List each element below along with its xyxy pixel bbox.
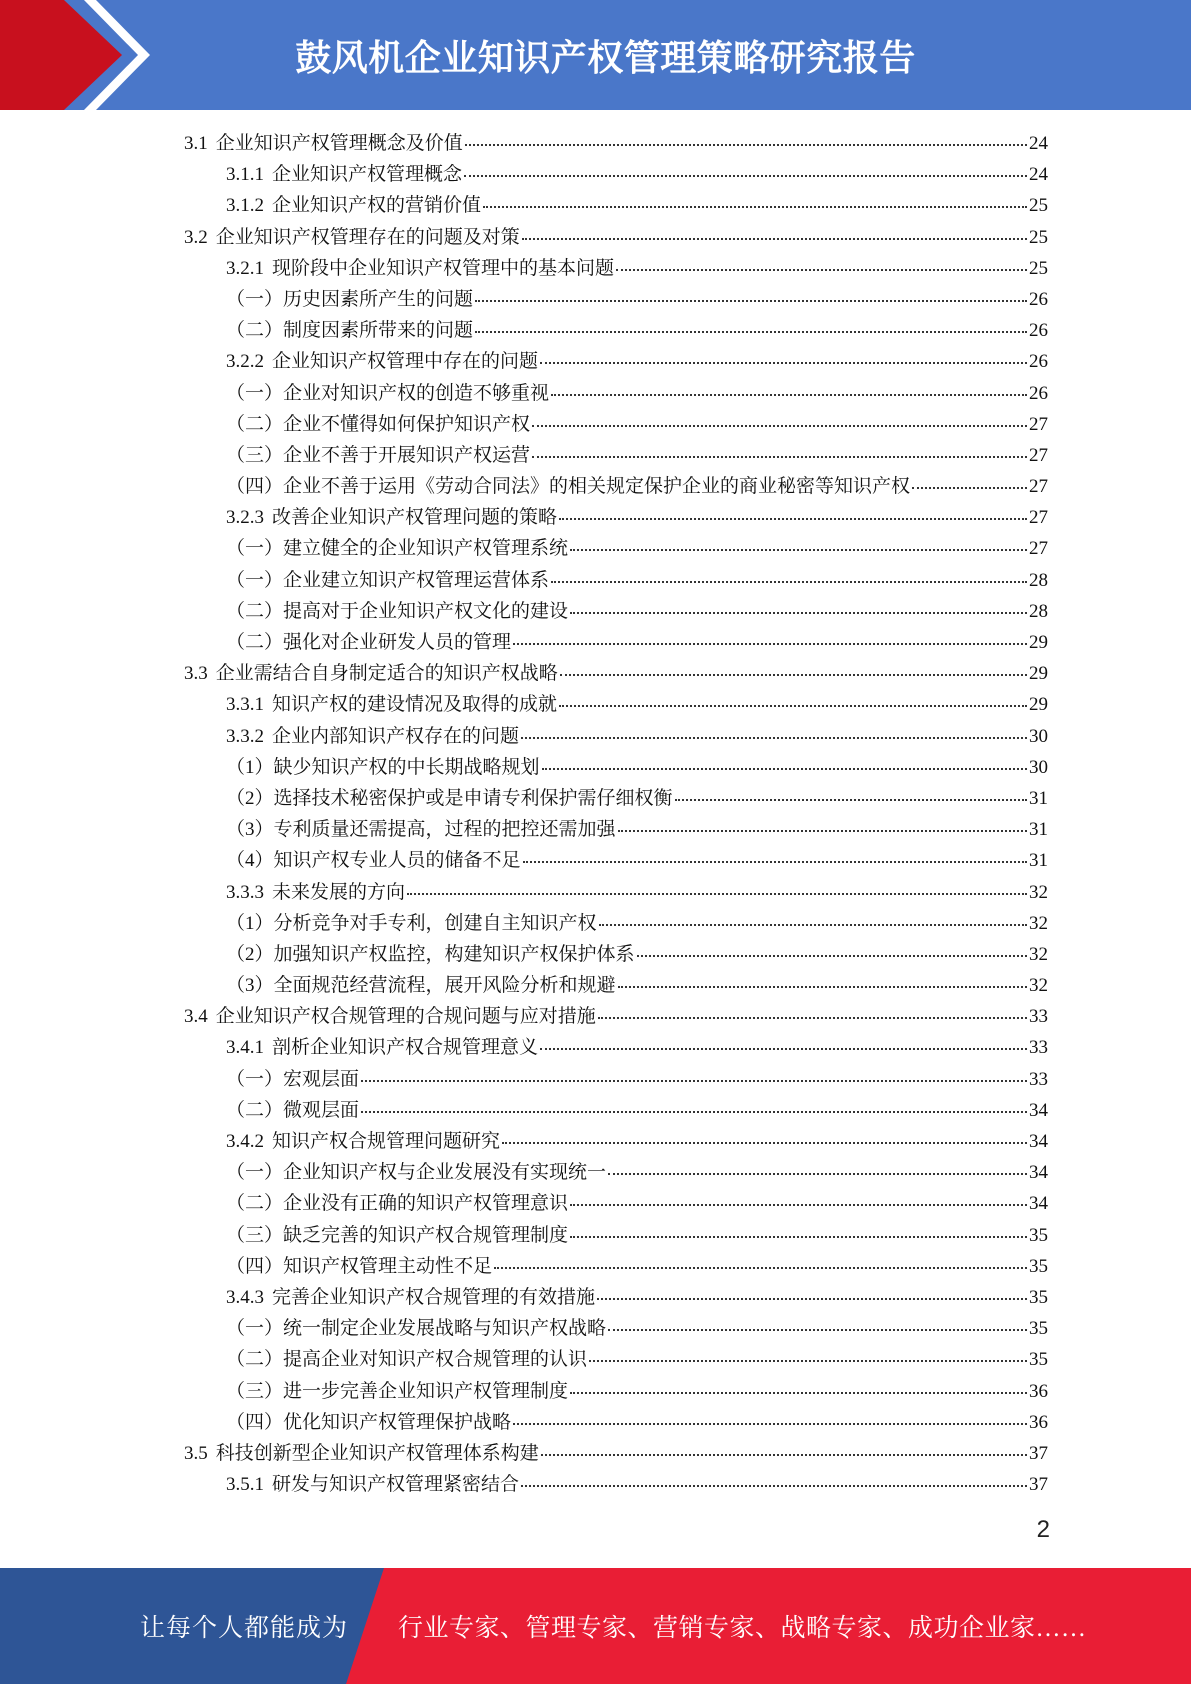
dot-leader (597, 1298, 1027, 1300)
toc-entry-title (226, 1032, 538, 1059)
toc-entry[interactable] (184, 1376, 1048, 1407)
toc-entry-title (226, 315, 473, 342)
toc-entry-label: 企业知识产权管理存在的问题及对策 (215, 226, 520, 248)
toc-entry-title (226, 752, 540, 779)
toc-entry-title (226, 596, 568, 623)
toc-entry-number: 3.2 (184, 226, 208, 248)
toc-entry-label: 未来发展的方向 (272, 881, 406, 903)
toc-entry-label: （3）全面规范经营流程，展开风险分析和规避 (226, 975, 616, 997)
dot-leader (513, 1423, 1027, 1425)
toc-entry-title (226, 970, 616, 997)
toc-entry-label: （二）提高对于企业知识产权文化的建设 (226, 600, 569, 622)
toc-entry-page: 34 (1029, 1131, 1048, 1152)
dot-leader (551, 581, 1027, 583)
dot-leader (540, 362, 1027, 364)
dot-leader (598, 1017, 1027, 1019)
toc-entry-label: （一）企业对知识产权的创造不够重视 (226, 382, 550, 404)
toc-entry-page: 31 (1029, 819, 1048, 841)
toc-entry[interactable] (184, 752, 1048, 783)
toc-entry[interactable] (184, 689, 1048, 720)
toc-entry-title (226, 1407, 511, 1434)
toc-entry-title (226, 1344, 587, 1371)
toc-entry-page: 24 (1029, 164, 1048, 186)
toc-entry-label: （二）企业没有正确的知识产权管理意识 (226, 1193, 569, 1215)
footer-banner (0, 1568, 1191, 1684)
toc-entry-page: 29 (1029, 663, 1048, 685)
toc-entry-label: 知识产权的建设情况及取得的成就 (272, 694, 558, 716)
dot-leader (483, 206, 1027, 208)
toc-entry-label: 企业知识产权管理概念及价值 (215, 133, 463, 154)
toc-entry-page: 26 (1029, 382, 1048, 404)
toc-entry-page: 26 (1029, 288, 1048, 310)
dot-leader (570, 549, 1027, 551)
toc-entry-title (226, 939, 635, 966)
toc-entry-title (226, 877, 405, 904)
toc-entry-label: （1）缺少知识产权的中长期战略规划 (226, 756, 540, 778)
toc-entry[interactable] (184, 128, 1048, 159)
toc-entry-label: 企业知识产权合规管理的合规问题与应对措施 (215, 1006, 596, 1028)
toc-entry-page: 32 (1029, 975, 1048, 997)
page-number: 2 (1036, 1516, 1050, 1543)
toc-entry-label: （二）微观层面 (226, 1099, 360, 1121)
toc-entry-label: （一）历史因素所产生的问题 (226, 288, 474, 310)
toc-entry[interactable] (184, 1251, 1048, 1282)
toc-entry[interactable] (184, 908, 1048, 939)
toc-entry-label: 改善企业知识产权管理问题的策略 (272, 507, 558, 529)
toc-entry-title (226, 721, 519, 748)
toc-entry-title (226, 409, 530, 436)
dot-leader (560, 674, 1027, 676)
toc-entry-number: 3.1.1 (226, 164, 264, 186)
toc-entry[interactable] (184, 440, 1048, 471)
toc-entry-label: （二）强化对企业研发人员的管理 (226, 632, 512, 653)
dot-leader (616, 269, 1027, 271)
toc-entry-number: 3.4.2 (226, 1131, 264, 1152)
footer-slogan-right: 行业专家、管理专家、营销专家、战略专家、成功企业家…… (398, 1615, 1087, 1642)
toc-entry[interactable] (184, 1157, 1048, 1188)
toc-entry-label: 企业知识产权管理中存在的问题 (272, 351, 539, 373)
dot-leader (523, 861, 1027, 863)
toc-entry-label: 企业需结合自身制定适合的知识产权战略 (215, 663, 558, 685)
toc-entry[interactable] (184, 845, 1048, 876)
toc-entry[interactable] (184, 1313, 1048, 1344)
toc-entry[interactable] (184, 284, 1048, 315)
toc-entry-label: （三）企业不善于开展知识产权运营 (226, 444, 531, 466)
toc-entry-number: 3.3.2 (226, 725, 264, 747)
dot-leader (570, 612, 1027, 614)
dot-leader (589, 1360, 1027, 1362)
toc-entry[interactable] (184, 222, 1048, 253)
toc-entry-title (226, 627, 511, 654)
toc-entry-title (226, 845, 521, 872)
toc-entry[interactable] (184, 533, 1048, 564)
toc-entry-label: 知识产权合规管理问题研究 (272, 1131, 501, 1152)
toc-entry-label: （一）企业知识产权与企业发展没有实现统一 (226, 1162, 607, 1184)
toc-entry-page: 27 (1029, 538, 1048, 560)
toc-entry-title (226, 1126, 500, 1153)
toc-entry-label: （一）宏观层面 (226, 1068, 360, 1090)
dot-leader (542, 768, 1027, 770)
dot-leader (912, 487, 1027, 489)
dot-leader (618, 830, 1027, 832)
dot-leader (475, 331, 1027, 333)
toc-entry[interactable] (184, 159, 1048, 190)
toc-entry-page: 25 (1029, 226, 1048, 248)
toc-entry-number: 3.2.3 (226, 507, 264, 529)
toc-entry-page: 32 (1029, 943, 1048, 965)
toc-entry[interactable] (184, 471, 1048, 502)
toc-entry-number: 3.3 (184, 663, 208, 685)
toc-entry-label: （四）知识产权管理主动性不足 (226, 1255, 493, 1277)
dot-leader (513, 643, 1027, 645)
toc-entry[interactable] (184, 1126, 1048, 1157)
toc-entry-page: 33 (1029, 1068, 1048, 1090)
toc-entry-page: 25 (1029, 195, 1048, 217)
toc-entry-title (226, 533, 568, 560)
toc-entry-page: 32 (1029, 881, 1048, 903)
toc-entry-page: 35 (1029, 1224, 1048, 1246)
dot-leader (502, 1142, 1027, 1144)
toc-entry-page: 35 (1029, 1318, 1048, 1340)
toc-entry-label: （三）缺乏完善的知识产权合规管理制度 (226, 1224, 569, 1246)
toc-entry-title (226, 1095, 359, 1122)
toc-entry[interactable] (184, 783, 1048, 814)
toc-entry-number: 3.5 (184, 1442, 208, 1464)
toc-entry[interactable] (184, 627, 1048, 658)
toc-entry[interactable] (184, 970, 1048, 1001)
toc-entry-page: 30 (1029, 725, 1048, 747)
toc-entry[interactable] (184, 658, 1048, 689)
toc-entry-label: （四）企业不善于运用《劳动合同法》的相关规定保护企业的商业秘密等知识产权 (226, 476, 911, 498)
dot-leader (407, 893, 1027, 895)
toc-entry-label: （3）专利质量还需提高，过程的把控还需加强 (226, 819, 616, 841)
dot-leader (551, 394, 1027, 396)
toc-entry[interactable] (184, 346, 1048, 377)
footer-slogan-left: 让每个人都能成为 (140, 1615, 349, 1642)
toc-entry-page: 28 (1029, 569, 1048, 591)
toc-entry-title (226, 378, 549, 405)
toc-entry[interactable] (184, 502, 1048, 533)
toc-entry-number: 3.1 (184, 133, 208, 154)
toc-entry-page: 33 (1029, 1037, 1048, 1059)
toc-entry-page: 30 (1029, 756, 1048, 778)
toc-entry-page: 25 (1029, 257, 1048, 279)
header-banner (0, 0, 1191, 110)
toc-entry-page: 31 (1029, 850, 1048, 872)
toc-entry-title (226, 565, 549, 592)
toc-entry-number: 3.3.3 (226, 881, 264, 903)
document-title: 鼓风机企业知识产权管理策略研究报告 (295, 37, 916, 79)
toc-entry-label: （1）分析竞争对手专利，创建自主知识产权 (226, 912, 597, 934)
toc-entry[interactable] (184, 721, 1048, 752)
toc-entry-label: 企业知识产权的营销价值 (272, 195, 482, 217)
dot-leader (521, 737, 1027, 739)
toc-entry[interactable] (184, 253, 1048, 284)
toc-entry-label: 研发与知识产权管理紧密结合 (272, 1474, 520, 1496)
toc-entry-page: 27 (1029, 413, 1048, 435)
toc-entry-page: 27 (1029, 507, 1048, 529)
toc-entry[interactable] (184, 814, 1048, 845)
toc-entry-label: （二）提高企业对知识产权合规管理的认识 (226, 1349, 588, 1371)
toc-entry-title (184, 1001, 596, 1028)
toc-entry[interactable] (184, 1220, 1048, 1251)
toc-entry-page: 36 (1029, 1411, 1048, 1433)
toc-entry-page: 35 (1029, 1286, 1048, 1308)
toc-entry-title (226, 1064, 359, 1091)
toc-entry-label: 剖析企业知识产权合规管理意义 (272, 1037, 539, 1059)
toc-entry-number: 3.2.1 (226, 257, 264, 279)
toc-entry[interactable] (184, 1001, 1048, 1032)
toc-entry-label: （二）企业不懂得如何保护知识产权 (226, 413, 531, 435)
toc-entry-label: 企业知识产权管理概念 (272, 164, 463, 186)
toc-entry-number: 3.3.1 (226, 694, 264, 716)
toc-entry-label: （4）知识产权专业人员的储备不足 (226, 850, 521, 872)
toc-entry-title (184, 128, 463, 155)
toc-entry-number: 3.2.2 (226, 351, 264, 373)
toc-entry-number: 3.4.1 (226, 1037, 264, 1059)
dot-leader (361, 1080, 1027, 1082)
toc-entry-title (226, 689, 557, 716)
dot-leader (540, 1048, 1027, 1050)
toc-entry[interactable] (184, 1469, 1048, 1500)
dot-leader (532, 456, 1027, 458)
toc-entry[interactable] (184, 1095, 1048, 1126)
toc-entry[interactable] (184, 596, 1048, 627)
toc-entry-page: 33 (1029, 1006, 1048, 1028)
toc-entry-title (184, 658, 558, 685)
toc-entry[interactable] (184, 1032, 1048, 1063)
toc-entry-number: 3.1.2 (226, 195, 264, 217)
toc-entry-label: 科技创新型企业知识产权管理体系构建 (215, 1442, 539, 1464)
toc-entry-title (226, 1469, 519, 1496)
toc-entry-page: 37 (1029, 1474, 1048, 1496)
toc-entry-label: （一）建立健全的企业知识产权管理系统 (226, 538, 569, 560)
dot-leader (532, 425, 1027, 427)
dot-leader (637, 955, 1027, 957)
toc-entry-label: （2）加强知识产权监控，构建知识产权保护体系 (226, 943, 635, 965)
toc-entry-number: 3.5.1 (226, 1474, 264, 1496)
toc-entry-page: 29 (1029, 632, 1048, 653)
toc-entry-title (226, 908, 597, 935)
dot-leader (559, 705, 1027, 707)
toc-entry-page: 26 (1029, 351, 1048, 373)
toc-entry-label: （2）选择技术秘密保护或是申请专利保护需仔细权衡 (226, 787, 673, 809)
toc-entry-title (226, 440, 530, 467)
toc-entry-title (226, 471, 910, 498)
toc-entry-page: 35 (1029, 1349, 1048, 1371)
dot-leader (464, 175, 1027, 177)
toc-entry-label: 完善企业知识产权合规管理的有效措施 (272, 1286, 596, 1308)
toc-entry-label: （一）企业建立知识产权管理运营体系 (226, 569, 550, 591)
dot-leader (675, 799, 1027, 801)
toc-entry-title (226, 1282, 595, 1309)
toc-entry-title (226, 502, 557, 529)
toc-entry-page: 27 (1029, 476, 1048, 498)
toc-entry[interactable] (184, 1282, 1048, 1313)
toc-entry-page: 26 (1029, 320, 1048, 342)
toc-entry-title (226, 783, 673, 810)
toc-entry-title (184, 222, 520, 249)
toc-entry-label: （二）制度因素所带来的问题 (226, 320, 474, 342)
toc-entry-title (184, 1438, 539, 1465)
toc-entry-page: 34 (1029, 1162, 1048, 1184)
toc-entry-page: 24 (1029, 133, 1048, 154)
toc-entry-page: 37 (1029, 1442, 1048, 1464)
toc-entry-title (226, 1157, 606, 1184)
toc-entry-title (226, 1188, 568, 1215)
dot-leader (608, 1173, 1027, 1175)
toc-entry-label: （四）优化知识产权管理保护战略 (226, 1411, 512, 1433)
toc-entry-title (226, 814, 616, 841)
toc-entry-page: 32 (1029, 912, 1048, 934)
toc-entry[interactable] (184, 315, 1048, 346)
dot-leader (465, 144, 1027, 146)
toc-entry[interactable] (184, 877, 1048, 908)
toc-entry[interactable] (184, 409, 1048, 440)
dot-leader (570, 1392, 1027, 1394)
toc-entry-label: （一）统一制定企业发展战略与知识产权战略 (226, 1318, 607, 1340)
table-of-contents (184, 128, 1048, 1500)
toc-entry-number: 3.4.3 (226, 1286, 264, 1308)
toc-entry-label: 现阶段中企业知识产权管理中的基本问题 (272, 257, 615, 279)
toc-entry-title (226, 1251, 492, 1278)
dot-leader (608, 1329, 1027, 1331)
toc-entry-page: 29 (1029, 694, 1048, 716)
toc-entry-label: 企业内部知识产权存在的问题 (272, 725, 520, 747)
toc-entry-page: 36 (1029, 1380, 1048, 1402)
toc-entry-title (226, 253, 614, 280)
toc-entry-page: 27 (1029, 444, 1048, 466)
dot-leader (559, 518, 1027, 520)
toc-entry-title (226, 346, 538, 373)
dot-leader (475, 300, 1027, 302)
dot-leader (494, 1267, 1027, 1269)
toc-entry[interactable] (184, 1344, 1048, 1375)
toc-entry-title (226, 284, 473, 311)
toc-entry[interactable] (184, 190, 1048, 221)
dot-leader (618, 986, 1027, 988)
toc-entry-page: 34 (1029, 1099, 1048, 1121)
toc-entry[interactable] (184, 565, 1048, 596)
dot-leader (570, 1204, 1027, 1206)
toc-entry-title (226, 1313, 606, 1340)
toc-entry-page: 31 (1029, 787, 1048, 809)
toc-entry[interactable] (184, 939, 1048, 970)
toc-entry-title (226, 1376, 568, 1403)
toc-entry[interactable] (184, 378, 1048, 409)
toc-entry-title (226, 1220, 568, 1247)
dot-leader (599, 924, 1027, 926)
toc-entry-page: 28 (1029, 600, 1048, 622)
dot-leader (521, 1485, 1027, 1487)
toc-entry[interactable] (184, 1064, 1048, 1095)
toc-entry-number: 3.4 (184, 1006, 208, 1028)
toc-entry-label: （三）进一步完善企业知识产权管理制度 (226, 1380, 569, 1402)
toc-entry[interactable] (184, 1438, 1048, 1469)
toc-entry-page: 34 (1029, 1193, 1048, 1215)
dot-leader (541, 1454, 1027, 1456)
toc-entry-title (226, 159, 462, 186)
dot-leader (570, 1236, 1027, 1238)
dot-leader (522, 238, 1027, 240)
toc-entry[interactable] (184, 1407, 1048, 1438)
dot-leader (361, 1111, 1027, 1113)
toc-entry-page: 35 (1029, 1255, 1048, 1277)
toc-entry[interactable] (184, 1188, 1048, 1219)
toc-entry-title (226, 190, 481, 217)
